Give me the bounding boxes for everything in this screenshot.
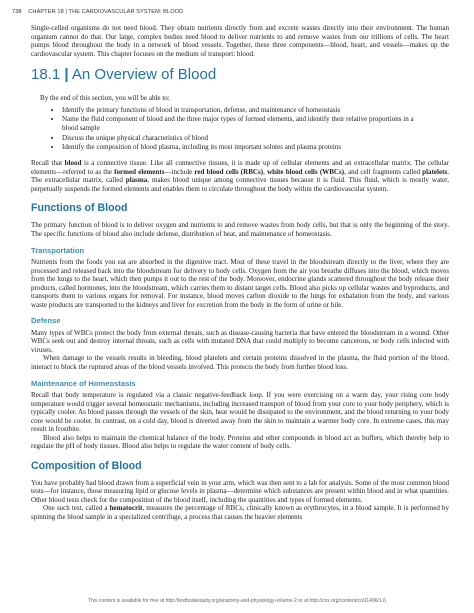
objectives-list xyxy=(40,106,449,152)
term-hematocrit: hematocrit xyxy=(109,504,143,513)
page-content xyxy=(31,24,449,522)
term-wbcs: white blood cells (WBCs) xyxy=(267,167,345,176)
objective-item: • Identify the composition of blood plasma, including its most important solutes and plasma proteins xyxy=(62,143,449,152)
section-heading xyxy=(31,66,449,84)
term-plasma: plasma xyxy=(125,176,148,185)
objective-item: • Name the fluid component of blood and the three major types of formed elements, and identify their relative proportions in a blood sample xyxy=(62,115,449,132)
section-separator: | xyxy=(64,66,69,84)
transportation-heading: Transportation xyxy=(31,245,85,255)
objective-item: • Identify the primary functions of blood in transportation, defense, and maintenance of homeostasis xyxy=(62,106,449,115)
section-title: An Overview of Blood xyxy=(71,66,217,84)
term-platelets: platelets xyxy=(422,167,448,176)
chapter-title: CHAPTER 18 | THE CARDIOVASCULAR SYSTEM: BLOOD xyxy=(28,9,184,15)
composition-paragraph: One such test, called a hematocrit, measures the percentage of RBCs, clinically known as erythrocytes, in a blood sample. It is performed by spinning the blood sample in a specialized centrifuge, a process that causes the heavier elements xyxy=(31,504,450,522)
composition-paragraph: You have probably had blood drawn from a superficial vein in your arm, which was then sent to a lab for analysis. Some of the most common blood tests—for instance, those measuring lipid or glucose levels in plasma—determine which substances are present within blood and in what quantities. Other blood tests check for the composition of the blood itself, including the quantities and types of formed elements. xyxy=(31,478,449,504)
overview-paragraph: Recall that blood is a connective tissue. Like all connective tissues, it is made up of cellular elements and an extracellular matrix. The cellular elements—referred to as the formed elements—include red blood cells (RBCs), white blood cells (WBCs), and cell fragments called platelets. The extracellular matrix, called plasma, makes blood unique among connective tissues because it is fluid. This fluid, which is mostly water, perpetually suspends the formed elements and enables them to circulate throughout the body within the cardiovascular system. xyxy=(31,159,450,193)
term-blood: blood xyxy=(64,159,82,168)
defense-paragraph: When damage to the vessels results in bleeding, blood platelets and certain proteins dissolved in the plasma, the fluid portion of the blood, interact to block the ruptured areas of the blood vessels involved. This protects the body from further blood loss. xyxy=(31,354,449,371)
objective-item: • Discuss the unique physical characteristics of blood xyxy=(62,134,449,143)
term-formed-elements: formed elements xyxy=(114,167,165,176)
intro-paragraph: Single-celled organisms do not need blood. They obtain nutrients directly from and excrete wastes directly into their environment. The human organism cannot do that. Our large, complex bodies need blood to deliver nutrients to and remove wastes from our trillions of cells. The heart pumps blood throughout the body in a network of blood vessels. Together, these three components—blood, heart, and vessels—makes up the cardiovascular system. This chapter focuses on the medium of transport: blood. xyxy=(31,24,449,58)
homeostasis-heading: Maintenance of Homeostasis xyxy=(31,378,136,388)
functions-paragraph: The primary function of blood is to deliver oxygen and nutrients to and remove wastes from body cells, but that is only the beginning of the story. The specific functions of blood also include defense, distribution of heat, and maintenance of homeostasis. xyxy=(31,221,449,238)
defense-paragraph: Many types of WBCs protect the body from external threats, such as disease-causing bacteria that have entered the bloodstream in a wound. Other WBCs seek out and destroy internal threats, such as cells with mutated DNA that could multiply to become cancerous, or body cells infected with viruses. xyxy=(31,328,449,354)
running-head xyxy=(12,9,183,15)
term-rbcs: red blood cells (RBCs) xyxy=(194,167,264,176)
functions-heading: Functions of Blood xyxy=(31,202,128,215)
page-number: 738 xyxy=(12,9,22,15)
objectives-intro: By the end of this section, you will be able to: xyxy=(40,94,170,103)
homeostasis-paragraph: Blood also helps to maintain the chemical balance of the body. Proteins and other compounds in blood act as buffers, which thereby help to regulate the pH of body tissues. Blood also helps to regulate the water content of body cells. xyxy=(31,433,449,451)
learning-objectives xyxy=(40,94,449,152)
section-number: 18.1 xyxy=(31,66,61,84)
composition-heading: Composition of Blood xyxy=(31,459,142,472)
homeostasis-paragraph: Recall that body temperature is regulated via a classic negative-feedback loop. If you were exercising on a warm day, your rising core body temperature would trigger several homeostatic mechanisms, including increased transport of blood from your core to your body periphery, which is typically cooler. As blood passes through the vessels of the skin, heat would be dissipated to the environment, and the blood returning to your body core would be cooler. In contrast, on a cold day, blood is diverted away from the skin to maintain a warmer body core. In extreme cases, this may result in frostbite. xyxy=(31,391,449,434)
transportation-paragraph: Nutrients from the foods you eat are absorbed in the digestive tract. Most of these travel in the bloodstream directly to the liver, where they are processed and released back into the bloodstream for delivery to body cells. Oxygen from the air you breathe diffuses into the blood, which moves from the lungs to the heart, which then pumps it out to the rest of the body. Moreover, endocrine glands scattered throughout the body release their products, called hormones, into the bloodstream, which carries them to distant target cells. Blood also picks up cellular wastes and byproducts, and transports them to various organs for removal. For instance, blood moves carbon dioxide to the lungs for exhalation from the body, and various waste products are transported to the kidneys and liver for excretion from the body in the form of urine or bile. xyxy=(31,258,449,309)
page-footer: This content is available for free at http://textbookequity.org/anatomy-and-physiology-volume-2 or at http://cnx.org/content/col11496/1.6 xyxy=(88,598,386,604)
defense-heading: Defense xyxy=(31,316,61,326)
